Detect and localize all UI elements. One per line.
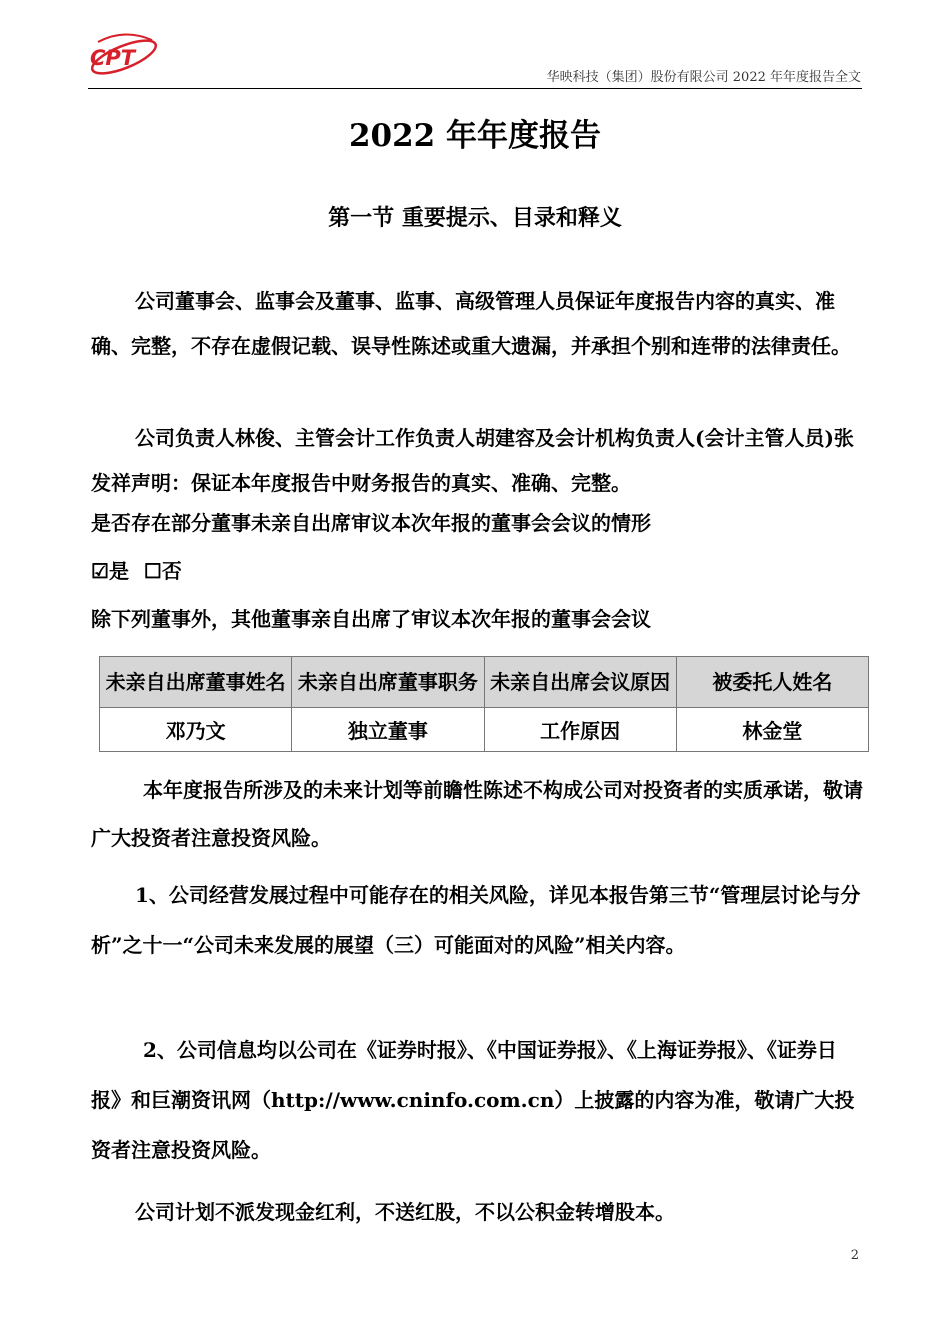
page-number: 2 (850, 1248, 859, 1263)
responsible-persons-statement: 公司负责人林俊、主管会计工作负责人胡建容及会计机构负责人(会计主管人员)张发祥声明：保证本年度报告中财务报告的真实、准确、完整。 (91, 426, 854, 495)
forward-looking-disclaimer: 本年度报告所涉及的未来计划等前瞻性陈述不构成公司对投资者的实质承诺，敬请广大投资者注意投资风险。 (91, 778, 863, 850)
column-header: 未亲自出席董事职务 (292, 657, 484, 708)
yes-no-options (91, 556, 866, 586)
absent-directors-question: 是否存在部分董事未亲自出席审议本次年报的董事会会议的情形 (91, 511, 651, 535)
board-guarantee-paragraph: 公司董事会、监事会及董事、监事、高级管理人员保证年度报告内容的真实、准确、完整，不存在虚假记载、误导性陈述或重大遗漏，并承担个别和连带的法律责任。 (91, 289, 851, 358)
risk-note-2: 2、公司信息均以公司在《证券时报》、《中国证券报》、《上海证券报》、《证券日报》和巨潮资讯网（http://www.cninfo.com.cn）上披露的内容为准，敬请广大投资者注意投资风险。 (91, 1038, 855, 1162)
header-report-title: 华映科技（集团）股份有限公司 2022 年年度报告全文 (546, 70, 861, 85)
column-header: 被委托人姓名 (676, 657, 868, 708)
table-cell: 工作原因 (484, 708, 676, 752)
table-header-row (100, 657, 869, 708)
table-cell: 林金堂 (676, 708, 868, 752)
dividend-plan: 公司计划不派发现金红利，不送红股，不以公积金转增股本。 (135, 1200, 675, 1224)
no-checkbox-icon: ☐ (143, 559, 162, 583)
column-header: 未亲自出席董事姓名 (100, 657, 292, 708)
yes-checkbox-icon: ☑ (91, 559, 109, 583)
table-row (100, 708, 869, 752)
company-logo (86, 30, 160, 82)
section-title: 第一节 重要提示、目录和释义 (328, 205, 622, 231)
logo-text: CPT (90, 46, 136, 70)
yes-label: 是 (108, 559, 129, 583)
risk-note-1: 1、公司经营发展过程中可能存在的相关风险，详见本报告第三节“管理层讨论与分析”之十一“公司未来发展的展望（三）可能面对的风险”相关内容。 (91, 883, 861, 957)
table-cell: 邓乃文 (100, 708, 292, 752)
absent-directors-table (99, 656, 869, 752)
no-label: 否 (161, 559, 182, 583)
absent-directors-intro: 除下列董事外，其他董事亲自出席了审议本次年报的董事会会议 (91, 607, 651, 631)
report-title: 2022 年年度报告 (348, 118, 602, 154)
column-header: 未亲自出席会议原因 (484, 657, 676, 708)
header-divider (88, 88, 862, 89)
table-cell: 独立董事 (292, 708, 484, 752)
